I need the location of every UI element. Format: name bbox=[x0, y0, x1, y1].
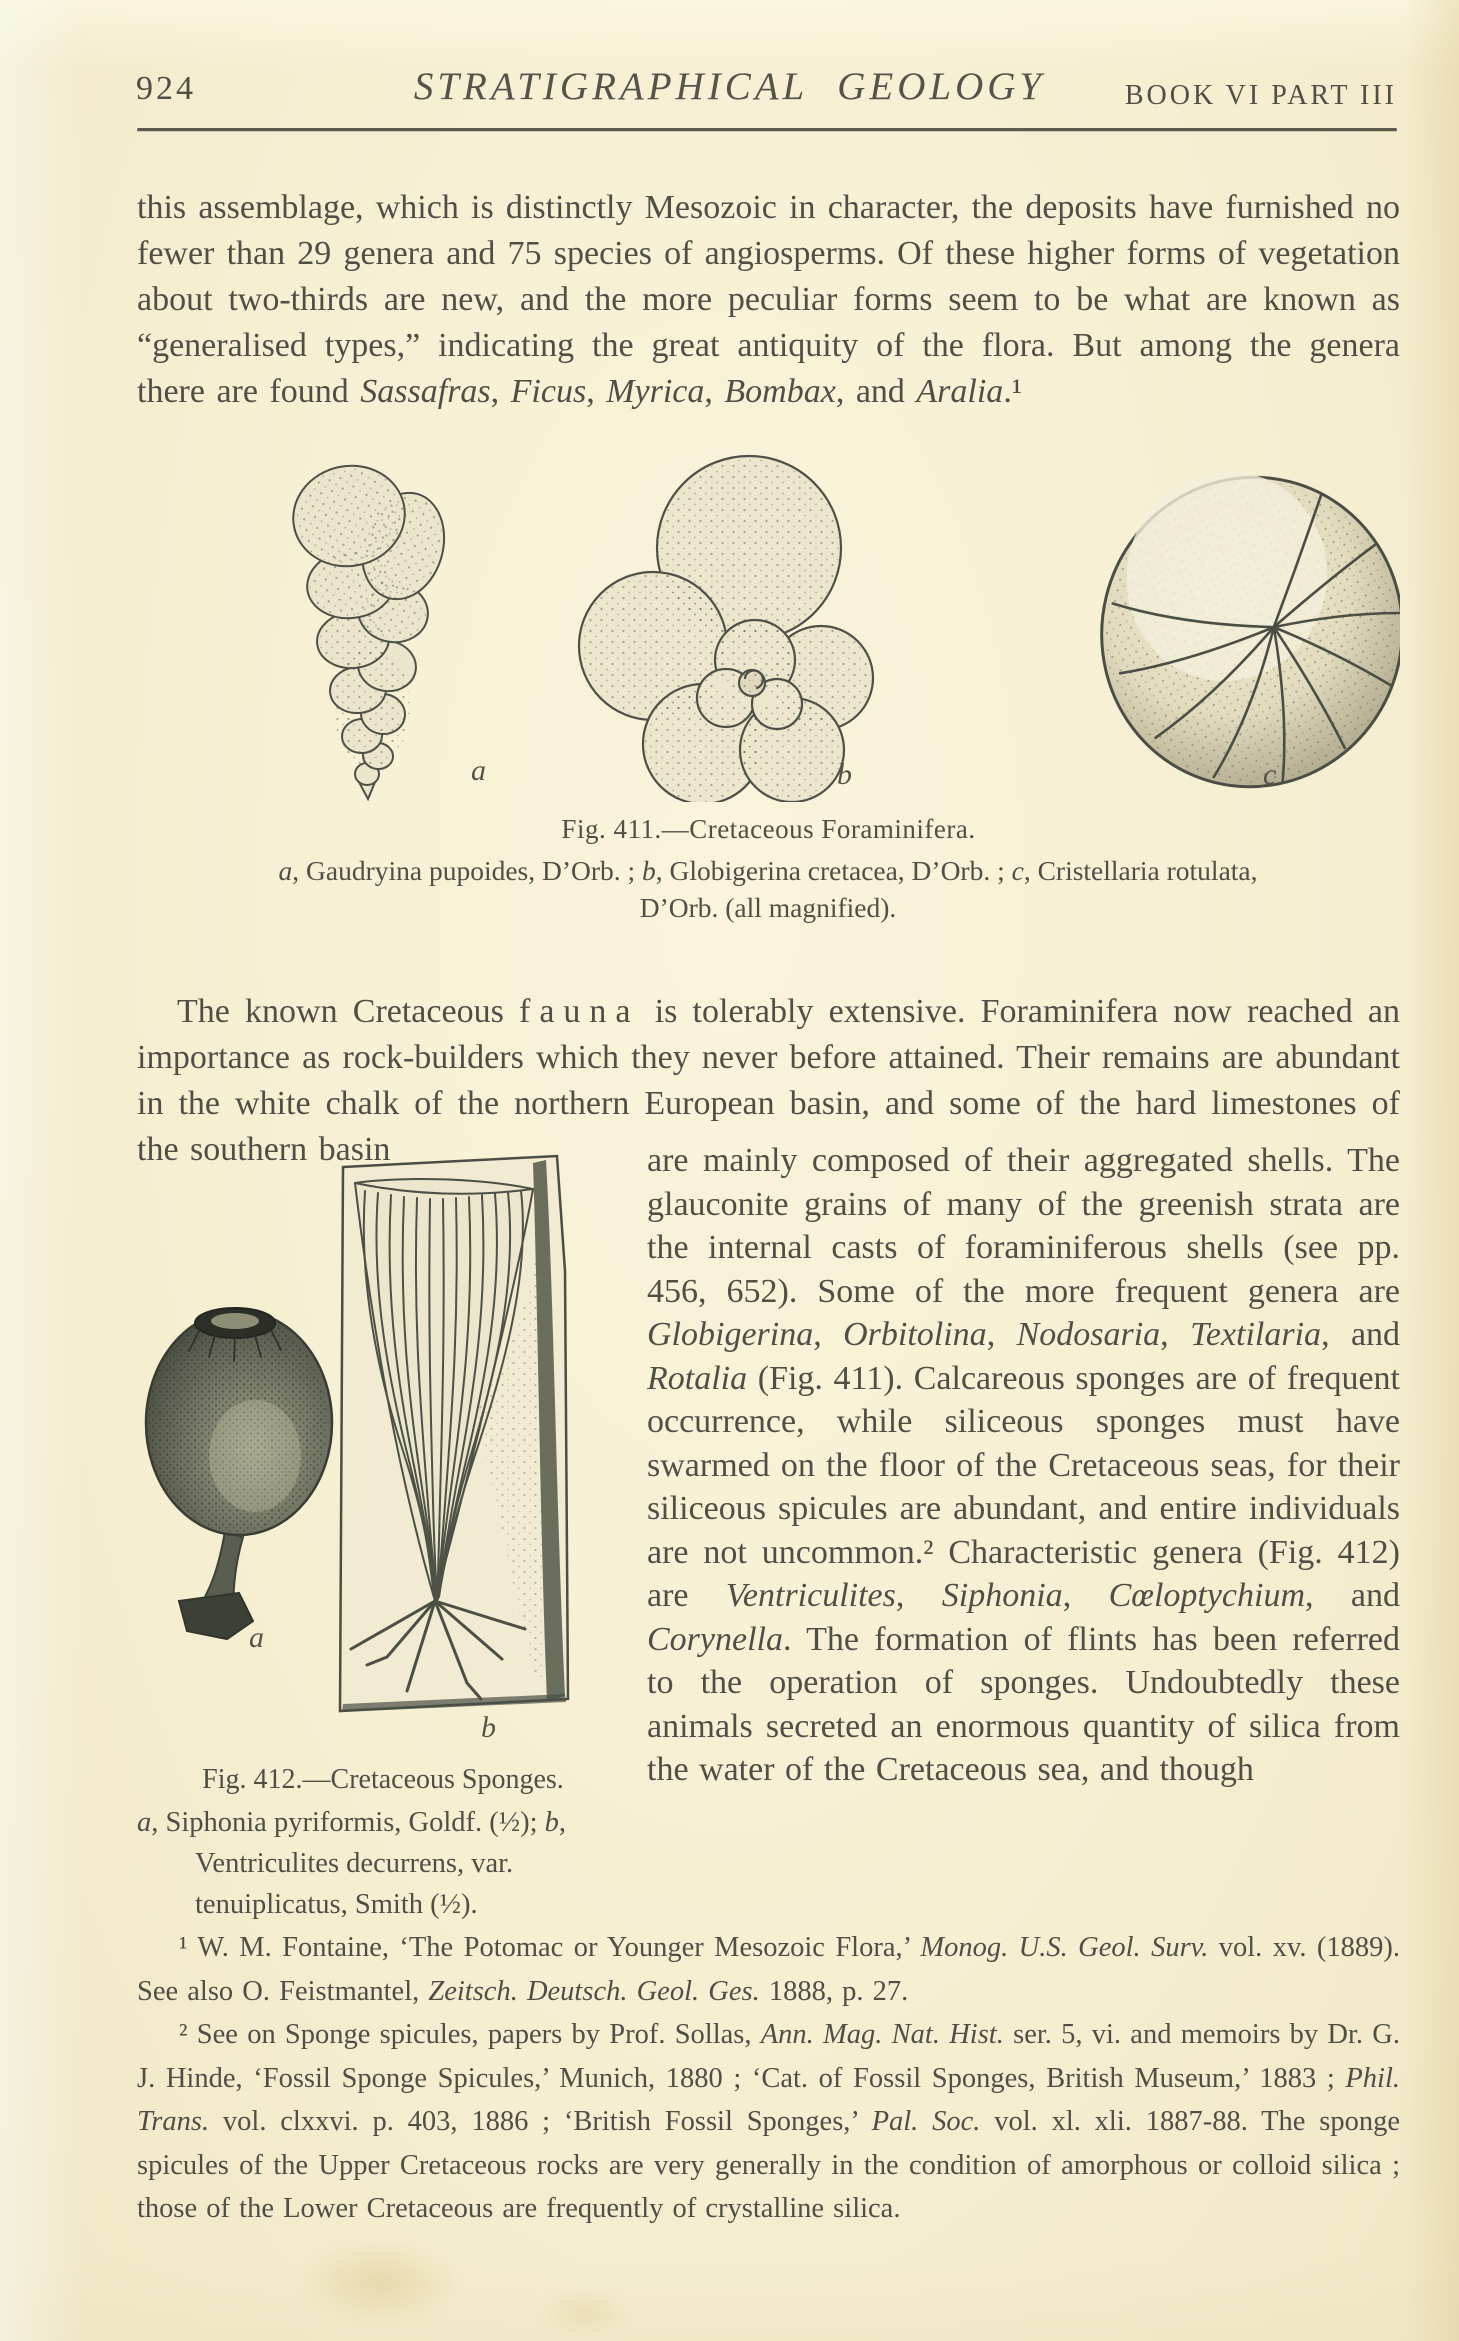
figure-411-label-c: c bbox=[1263, 758, 1277, 791]
foram-c-cristellaria bbox=[1069, 452, 1400, 802]
footnote-2: ² See on Sponge spicules, papers by Prof. Sollas, Ann. Mag. Nat. Hist. ser. 5, vi. and memoirs by Dr. G. J. Hinde, ‘Fossil Sponge Spicules,’ Munich, 1880 ; ‘Cat. of Fossil Sponges, British Museum,’ 1883 ; Phil. Trans. vol. clxxvi. p. 403, 1886 ; ‘British Fossil Sponges,’ Pal. Soc. vol. xl. xli. 1887-88. The sponge spicules of the Upper Cretaceous rocks are very generally in the condition of amorphous or colloid silica ; those of the Lower Cretaceous are frequently of crystalline silica. bbox=[137, 2019, 1401, 2224]
paragraph-fauna-wrap bbox=[137, 1139, 1401, 1920]
figure-411-caption-title: Fig. 411.—Cretaceous Foraminifera. bbox=[561, 814, 976, 844]
figure-411 bbox=[137, 452, 1400, 952]
foram-b-globigerina bbox=[579, 456, 873, 802]
footnotes bbox=[137, 1926, 1400, 2231]
figure-411-caption-detail: a, Gaudryina pupoides, D’Orb. ; b, Globigerina cretacea, D’Orb. ; c, Cristellaria rotulata, D’Orb. (all magnified). bbox=[278, 855, 1258, 923]
paragraph-fauna-wrapped-text: are mainly composed of their aggregated shells. The glauconite grains of many of the greenish strata are the internal casts of foraminiferous shells (see pp. 456, 652). Some of the more frequent genera are Globigerina, Orbitolina, Nodosaria, Textilaria, and Rotalia (Fig. 411). Calcareous sponges are of frequent occurrence, while siliceous sponges must have swarmed on the floor of the Cretaceous seas, for their siliceous spicules are abundant, and entire individuals are not uncommon.² Characteristic genera (Fig. 412) are Ventriculites, Siphonia, Cœloptychium, and Corynella. The formation of flints has been referred to the operation of sponges. Undoubtedly these animals secreted an enormous quantity of silica from the water of the Cretaceous sea, and though bbox=[647, 1142, 1401, 1788]
paragraph-fauna-intro: The known Cretaceous fauna is tolerably extensive. Foraminifera now reached an importance as rock-builders which they never before attained. Their remains are abundant in the white chalk of the northern European basin, and some of the hard limestones of the southern basin bbox=[137, 993, 1400, 1168]
sponge-b-ventriculites bbox=[340, 1156, 568, 1712]
paragraph-angiosperms: this assemblage, which is distinctly Mesozoic in character, the deposits have furnished no fewer than 29 genera and 75 species of angiosperms. Of these higher forms of vegetation about two-thirds are new, and the more peculiar forms seem to be what are known as “generalised types,” indicating the great antiquity of the flora. But among the genera there are found Sassafras, Ficus, Myrica, Bombax, and Aralia.¹ bbox=[137, 189, 1400, 410]
figure-412-label-a: a bbox=[249, 1621, 264, 1654]
figure-412 bbox=[137, 1139, 647, 1920]
footnote-1: ¹ W. M. Fontaine, ‘The Potomac or Younger Mesozoic Flora,’ Monog. U.S. Geol. Surv. vol. xv. (1889). See also O. Feistmantel, Zeitsch. Deutsch. Geol. Ges. 1888, p. 27. bbox=[137, 1932, 1400, 2007]
page-number: 924 bbox=[136, 70, 196, 107]
book-part-label: BOOK VI PART III bbox=[1124, 80, 1397, 111]
running-title: STRATIGRAPHICAL GEOLOGY bbox=[413, 65, 1046, 108]
header-rule bbox=[137, 128, 1397, 131]
figure-411-label-b: b bbox=[837, 758, 852, 791]
page-stain bbox=[300, 2240, 460, 2325]
page-stain bbox=[540, 2290, 630, 2335]
figure-412-caption bbox=[137, 1764, 647, 1925]
figure-411-label-a: a bbox=[471, 754, 486, 787]
figure-412-caption-detail: a, Siphonia pyriformis, Goldf. (½); b, Ventriculites decurrens, var. tenuiplicatus, Smith (½). bbox=[137, 1807, 567, 1920]
sponge-illustrations bbox=[137, 1151, 647, 1746]
figure-412-label-b: b bbox=[481, 1711, 496, 1744]
foram-a-gaudryina bbox=[284, 455, 456, 799]
sponge-a-siphonia bbox=[146, 1308, 332, 1639]
figure-412-caption-title: Fig. 412.—Cretaceous Sponges. bbox=[202, 1764, 564, 1795]
foraminifera-illustrations bbox=[137, 452, 1400, 802]
